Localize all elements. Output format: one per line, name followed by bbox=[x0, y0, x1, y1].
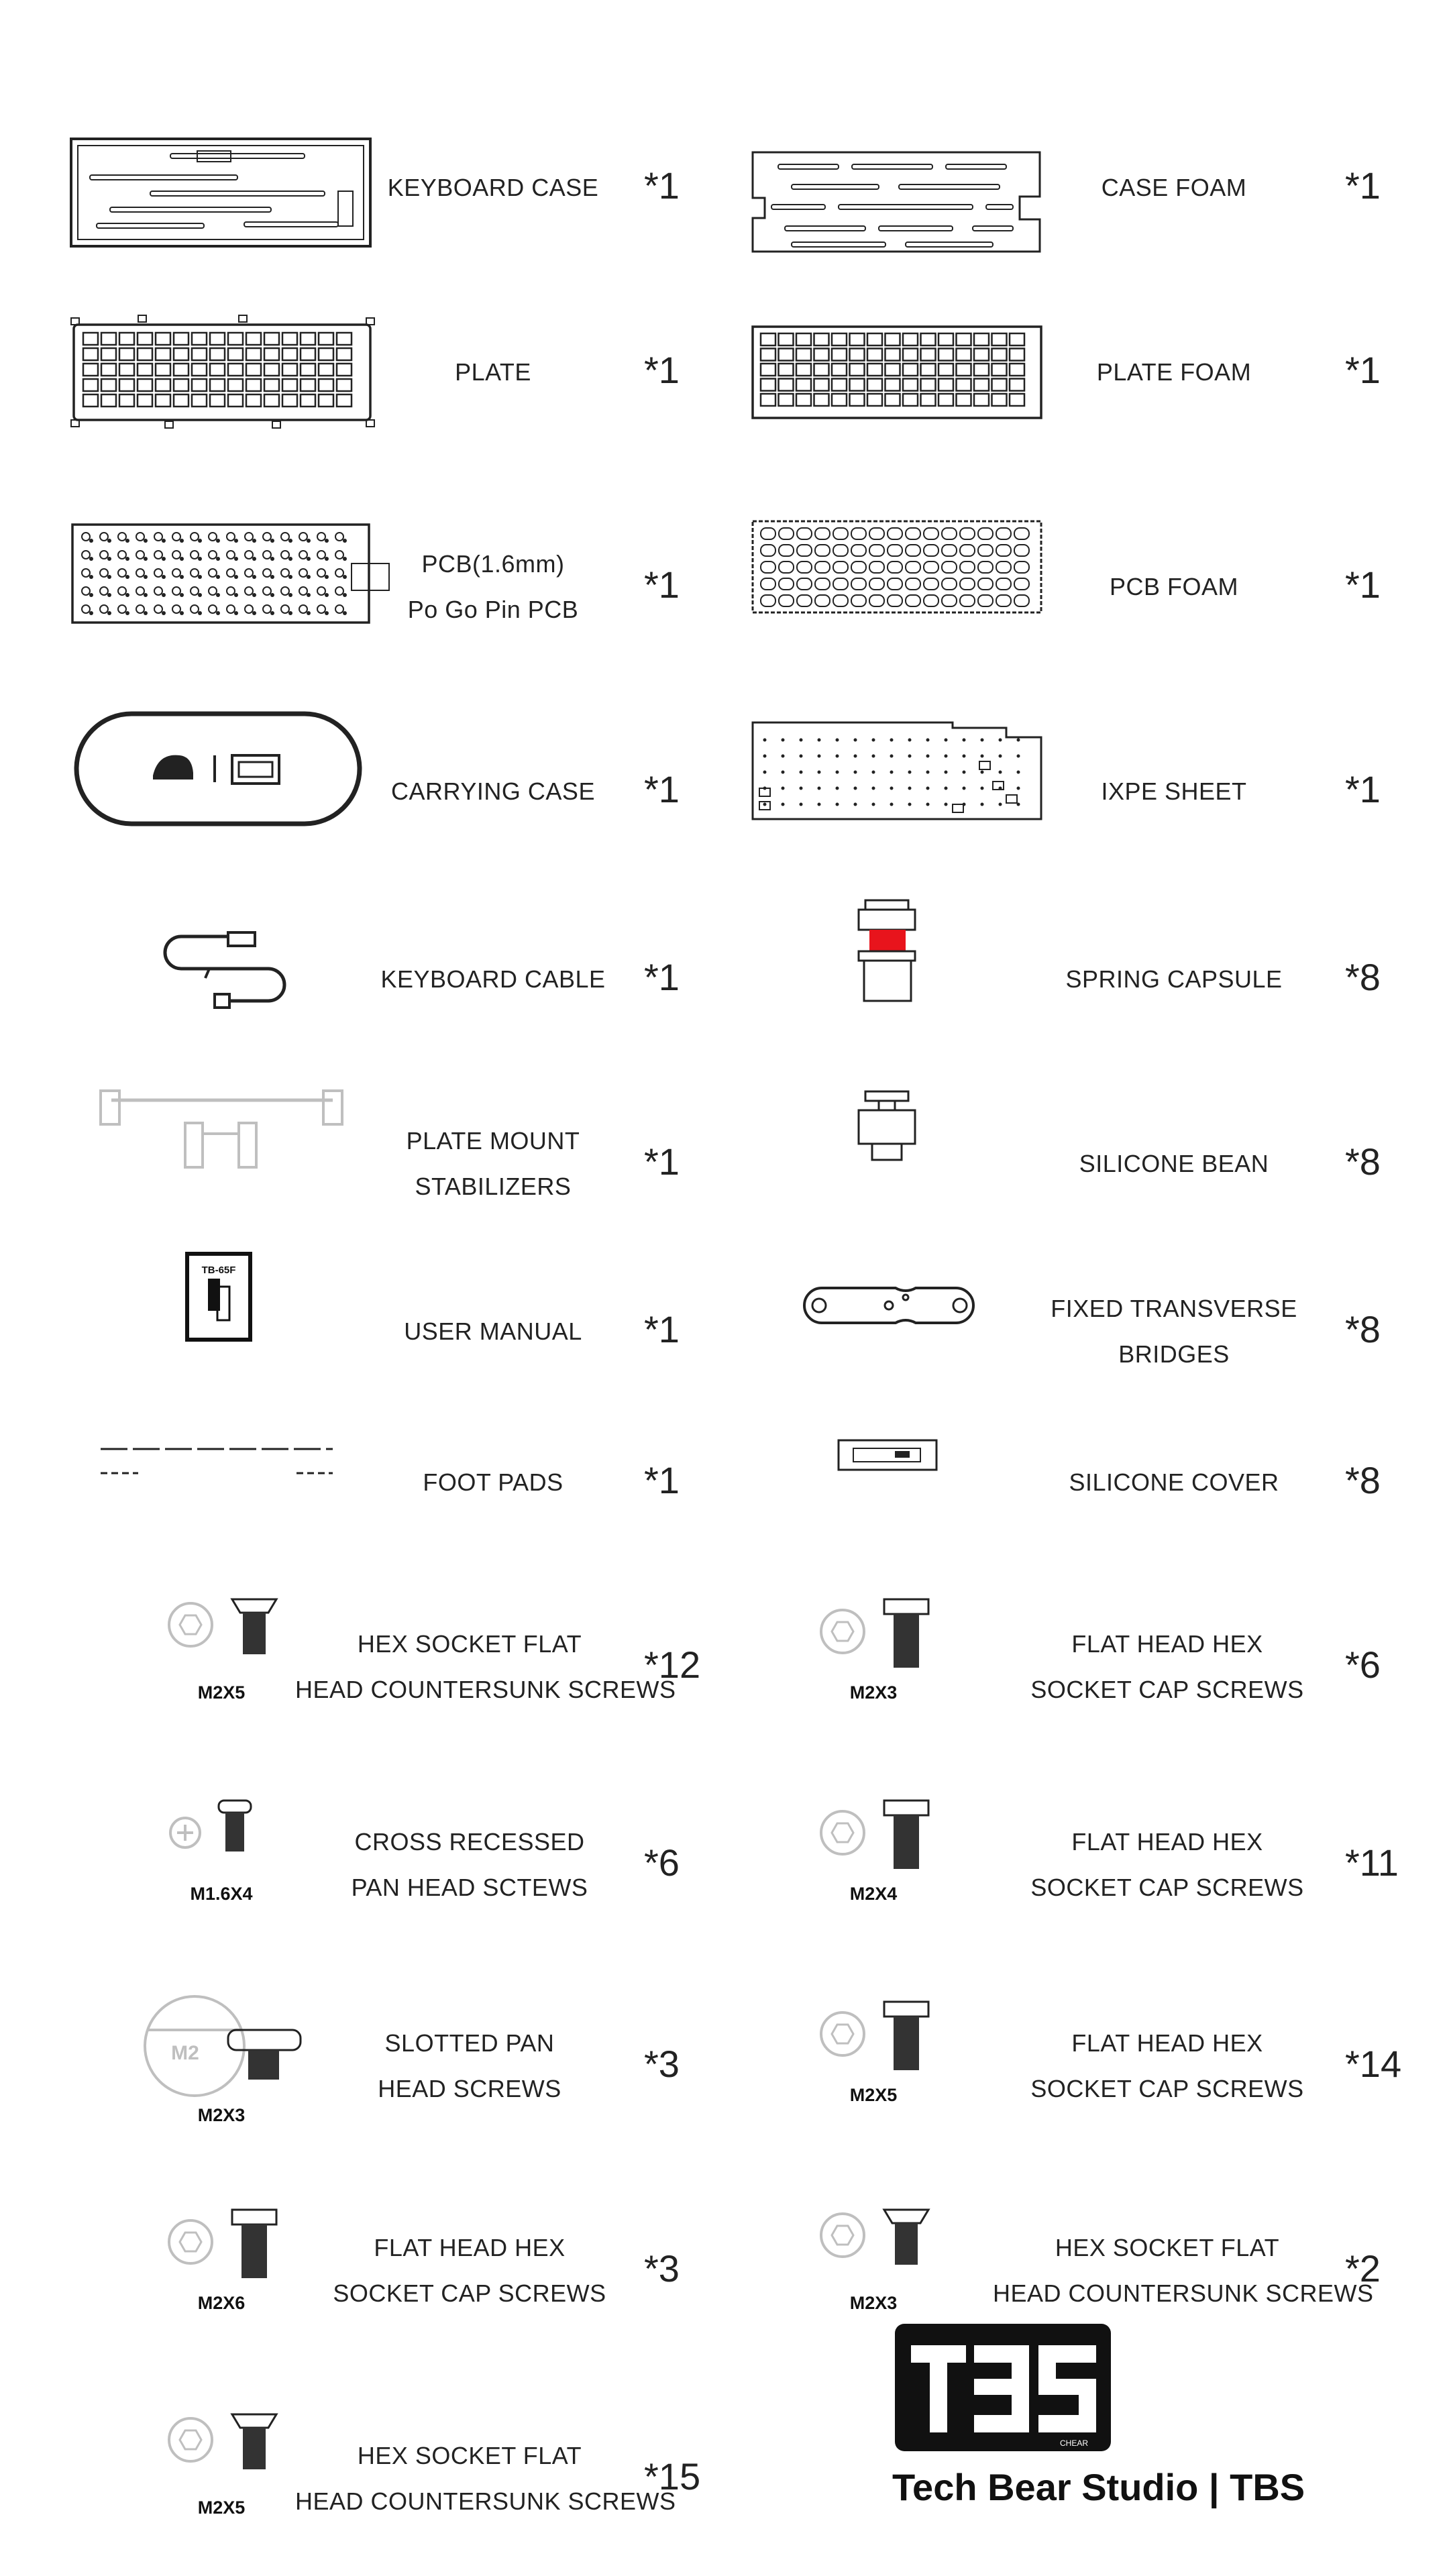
screw-size-tag: M2X3 bbox=[849, 1682, 898, 1703]
item-label bbox=[1040, 769, 1308, 814]
item-label-line: PLATE bbox=[455, 358, 531, 386]
item-label-line: FLAT HEAD HEX bbox=[374, 2234, 566, 2261]
item-quantity: *6 bbox=[644, 1841, 680, 1884]
item-label bbox=[1040, 564, 1308, 610]
item-quantity: *1 bbox=[644, 1308, 680, 1350]
user-manual-icon bbox=[185, 1252, 252, 1342]
cap-screw-icon bbox=[820, 1597, 934, 1677]
item-label bbox=[376, 957, 610, 1002]
item-quantity: *2 bbox=[1345, 2247, 1381, 2290]
item-quantity: *1 bbox=[644, 1140, 680, 1183]
item-label-line: SPRING CAPSULE bbox=[1065, 965, 1283, 993]
item-label bbox=[993, 1819, 1342, 1911]
item-label-line: BRIDGES bbox=[1118, 1340, 1230, 1368]
item-label-line: USER MANUAL bbox=[404, 1318, 582, 1345]
transverse-bridge-icon bbox=[795, 1275, 977, 1338]
item-label-line: SILICONE COVER bbox=[1069, 1468, 1279, 1496]
item-label bbox=[376, 769, 610, 814]
item-label bbox=[376, 1118, 610, 1210]
screw-size-tag: M2X3 bbox=[197, 2105, 246, 2125]
item-label-line: HEAD COUNTERSUNK SCREWS bbox=[295, 2487, 676, 2515]
ixpe-sheet-icon bbox=[751, 721, 1041, 822]
item-quantity: *3 bbox=[644, 2043, 680, 2085]
countersunk-screw-icon bbox=[168, 1597, 282, 1677]
item-label-line: PAN HEAD SCTEWS bbox=[351, 1874, 588, 1901]
item-quantity: *8 bbox=[1345, 956, 1381, 998]
item-label-line: Po Go Pin PCB bbox=[407, 596, 579, 623]
item-label-line: PLATE FOAM bbox=[1096, 358, 1252, 386]
item-quantity: *1 bbox=[644, 564, 680, 606]
item-label bbox=[376, 350, 610, 395]
item-label-line: HEAD COUNTERSUNK SCREWS bbox=[295, 1676, 676, 1703]
item-label bbox=[1040, 957, 1308, 1002]
brand-block bbox=[892, 2321, 1305, 2508]
item-label bbox=[376, 1309, 610, 1354]
item-label bbox=[376, 165, 610, 211]
item-label bbox=[295, 2021, 644, 2112]
slotted-screw-icon bbox=[141, 1992, 309, 2100]
item-quantity: *1 bbox=[1345, 349, 1381, 391]
item-label bbox=[993, 2225, 1374, 2316]
screw-size-tag: M2X3 bbox=[849, 2293, 898, 2313]
cap-screw-icon bbox=[820, 1798, 934, 1878]
countersunk-screw-icon bbox=[168, 2412, 282, 2492]
item-label-line: SOCKET CAP SCREWS bbox=[1030, 1676, 1304, 1703]
pcb-foam-icon bbox=[751, 520, 1041, 614]
item-quantity: *1 bbox=[644, 956, 680, 998]
item-label bbox=[1040, 1286, 1308, 1377]
item-label-line: FLAT HEAD HEX bbox=[1071, 1828, 1263, 1856]
stabilizers-icon bbox=[98, 1087, 343, 1170]
cap-screw-icon bbox=[820, 1999, 934, 2080]
item-label-line: HEX SOCKET FLAT bbox=[357, 1630, 582, 1658]
silicone-bean-icon bbox=[852, 1090, 922, 1161]
item-quantity: *1 bbox=[1345, 564, 1381, 606]
case-foam-icon bbox=[751, 151, 1041, 252]
cross-screw-icon bbox=[168, 1798, 282, 1878]
screw-size-tag: M2X4 bbox=[849, 1884, 898, 1904]
item-label bbox=[376, 1460, 610, 1505]
item-label-line: KEYBOARD CABLE bbox=[380, 965, 606, 993]
svg-text:TB-65F: TB-65F bbox=[201, 1265, 236, 1276]
item-label bbox=[993, 1621, 1342, 1713]
item-quantity: *1 bbox=[644, 349, 680, 391]
plate-icon bbox=[71, 315, 373, 429]
carrying-case-icon bbox=[74, 711, 362, 826]
screw-size-tag: M2X5 bbox=[197, 1682, 246, 1703]
screw-size-tag: M1.6X4 bbox=[190, 1884, 253, 1904]
item-quantity: *8 bbox=[1345, 1308, 1381, 1350]
item-quantity: *8 bbox=[1345, 1140, 1381, 1183]
item-quantity: *15 bbox=[644, 2455, 701, 2498]
item-label-line: HEAD SCREWS bbox=[378, 2075, 561, 2102]
item-label-line: FLAT HEAD HEX bbox=[1071, 1630, 1263, 1658]
item-label-line: HEX SOCKET FLAT bbox=[1055, 2234, 1280, 2261]
item-quantity: *12 bbox=[644, 1644, 701, 1686]
item-quantity: *11 bbox=[1345, 1841, 1399, 1884]
spring-capsule-icon bbox=[852, 899, 922, 1003]
item-label bbox=[993, 2021, 1342, 2112]
item-label-line: PCB(1.6mm) bbox=[421, 550, 565, 578]
svg-text:CHEAR: CHEAR bbox=[1059, 2438, 1088, 2448]
item-label-line: FIXED TRANSVERSE bbox=[1051, 1295, 1297, 1322]
item-label-line: SOCKET CAP SCREWS bbox=[1030, 2075, 1304, 2102]
item-label bbox=[1040, 165, 1308, 211]
brand-name: Tech Bear Studio | TBS bbox=[892, 2466, 1305, 2508]
item-label bbox=[1040, 350, 1308, 395]
item-label-line: SOCKET CAP SCREWS bbox=[1030, 1874, 1304, 1901]
item-label bbox=[1040, 1460, 1308, 1505]
item-quantity: *1 bbox=[1345, 164, 1381, 207]
screw-size-tag: M2X6 bbox=[197, 2293, 246, 2313]
countersunk-screw-icon bbox=[820, 2207, 934, 2288]
item-label-line: CARRYING CASE bbox=[391, 777, 595, 805]
item-label-line: STABILIZERS bbox=[415, 1173, 572, 1200]
item-label bbox=[1040, 1141, 1308, 1187]
keyboard-case-icon bbox=[70, 138, 372, 248]
item-quantity: *1 bbox=[644, 768, 680, 810]
item-label-line: HEAD COUNTERSUNK SCREWS bbox=[993, 2279, 1374, 2307]
item-label-line: CASE FOAM bbox=[1101, 174, 1247, 201]
item-quantity: *3 bbox=[644, 2247, 680, 2290]
item-label bbox=[295, 1819, 644, 1911]
item-label-line: CROSS RECESSED bbox=[354, 1828, 585, 1856]
silicone-cover-icon bbox=[837, 1439, 938, 1471]
item-label bbox=[295, 2225, 644, 2316]
item-label-line: SLOTTED PAN bbox=[384, 2029, 555, 2057]
keyboard-cable-icon bbox=[148, 919, 288, 1013]
item-label-line: PLATE MOUNT bbox=[406, 1127, 580, 1155]
item-quantity: *1 bbox=[1345, 768, 1381, 810]
foot-pads-icon bbox=[98, 1442, 333, 1476]
item-quantity: *1 bbox=[644, 164, 680, 207]
pcb-icon bbox=[70, 517, 392, 631]
tbs-logo bbox=[892, 2321, 1114, 2455]
item-label bbox=[376, 541, 610, 633]
item-quantity: *8 bbox=[1345, 1459, 1381, 1501]
item-quantity: *6 bbox=[1345, 1644, 1381, 1686]
item-quantity: *1 bbox=[644, 1459, 680, 1501]
item-quantity: *14 bbox=[1345, 2043, 1402, 2085]
screw-size-tag: M2X5 bbox=[197, 2498, 246, 2518]
item-label-line: IXPE SHEET bbox=[1101, 777, 1247, 805]
item-label-line: FLAT HEAD HEX bbox=[1071, 2029, 1263, 2057]
screw-size-tag: M2X5 bbox=[849, 2085, 898, 2105]
item-label-line: HEX SOCKET FLAT bbox=[357, 2442, 582, 2469]
cap-screw-icon bbox=[168, 2207, 282, 2288]
item-label-line: FOOT PADS bbox=[423, 1468, 564, 1496]
svg-text:M2: M2 bbox=[171, 2042, 199, 2064]
item-label-line: SILICONE BEAN bbox=[1079, 1150, 1269, 1177]
plate-foam-icon bbox=[751, 325, 1041, 419]
item-label-line: KEYBOARD CASE bbox=[387, 174, 599, 201]
item-label-line: SOCKET CAP SCREWS bbox=[333, 2279, 606, 2307]
item-label-line: PCB FOAM bbox=[1109, 573, 1238, 600]
